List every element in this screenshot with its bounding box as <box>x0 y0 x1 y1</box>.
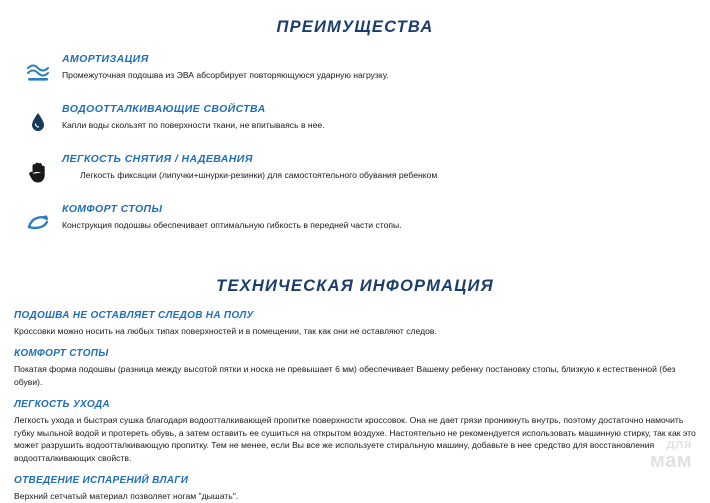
technical-item <box>14 348 696 388</box>
advantage-body: Легкость фиксации (липучки+шнурки-резинки) для самостоятельного обувания ребенком <box>80 170 438 180</box>
cushioning-waves-icon <box>18 55 58 89</box>
technical-list <box>0 310 710 503</box>
technical-heading: ОТВЕДЕНИЕ ИСПАРЕНИЙ ВЛАГИ <box>14 475 189 487</box>
advantage-item <box>18 203 692 239</box>
advantage-text <box>58 203 692 232</box>
watermark-line-1: для <box>666 436 692 451</box>
technical-item <box>14 399 696 464</box>
water-drop-icon <box>18 105 58 139</box>
technical-item <box>14 310 696 337</box>
advantage-heading: КОМФОРТ СТОПЫ <box>62 203 163 215</box>
advantage-heading: ВОДООТТАЛКИВАЮЩИЕ СВОЙСТВА <box>62 103 266 115</box>
advantage-heading: АМОРТИЗАЦИЯ <box>62 53 149 65</box>
watermark-line-2: мам <box>650 450 692 472</box>
advantage-text <box>58 103 692 132</box>
watermark <box>650 437 692 471</box>
advantage-item <box>18 103 692 139</box>
advantage-item <box>18 153 692 189</box>
technical-heading: ПОДОШВА НЕ ОСТАВЛЯЕТ СЛЕДОВ НА ПОЛУ <box>14 310 254 321</box>
technical-heading: ЛЕГКОСТЬ УХОДА <box>14 399 110 411</box>
hand-icon <box>18 155 58 189</box>
advantages-list <box>0 53 710 239</box>
technical-body: Легкость ухода и быстрая сушка благодаря водоотталкивающей пропитке поверхности кроссовок. Она не дает грязи проникнуть внутрь, поэтому достаточно намочить губку мыльной водой и протереть обувь, а затем оставить ее сушиться на открытом воздухе. Настоятельно не рекомендуется использовать машинную стирку, так как это может разрушить водоотталкивающую пропитку. Тем не менее, если Вы все же используете стиральную машину, добавьте в нее средство для восстановления водоотталкивающих свойств. <box>14 415 696 463</box>
technical-body: Верхний сетчатый материал позволяет ногам "дышать". <box>14 491 239 502</box>
technical-item <box>14 475 696 502</box>
advantage-text <box>58 53 692 82</box>
technical-section-title: ТЕХНИЧЕСКАЯ ИНФОРМАЦИЯ <box>216 277 494 295</box>
technical-heading: КОМФОРТ СТОПЫ <box>14 348 109 360</box>
advantages-section-title: ПРЕИМУЩЕСТВА <box>276 18 434 36</box>
advantage-body: Конструкция подошвы обеспечивает оптимальную гибкость в передней части стопы. <box>62 220 402 230</box>
footprint-flex-icon <box>18 205 58 239</box>
advantage-heading: ЛЕГКОСТЬ СНЯТИЯ / НАДЕВАНИЯ <box>62 153 253 165</box>
technical-body: Кроссовки можно носить на любых типах поверхностей и в помещении, так как они не оставляют следов. <box>14 326 437 336</box>
technical-body: Покатая форма подошвы (разница между высотой пятки и носка не превышает 6 мм) обеспечивает Вашему ребенку постановку стопы, близкую к естественной (без обуви). <box>14 364 676 387</box>
advantage-body: Промежуточная подошва из ЭВА абсорбирует повторяющуюся ударную нагрузку. <box>62 70 389 80</box>
advantage-item <box>18 53 692 89</box>
advantage-text <box>58 153 692 182</box>
advantage-body: Капли воды скользят по поверхности ткани, не впитываясь в нее. <box>62 120 325 130</box>
